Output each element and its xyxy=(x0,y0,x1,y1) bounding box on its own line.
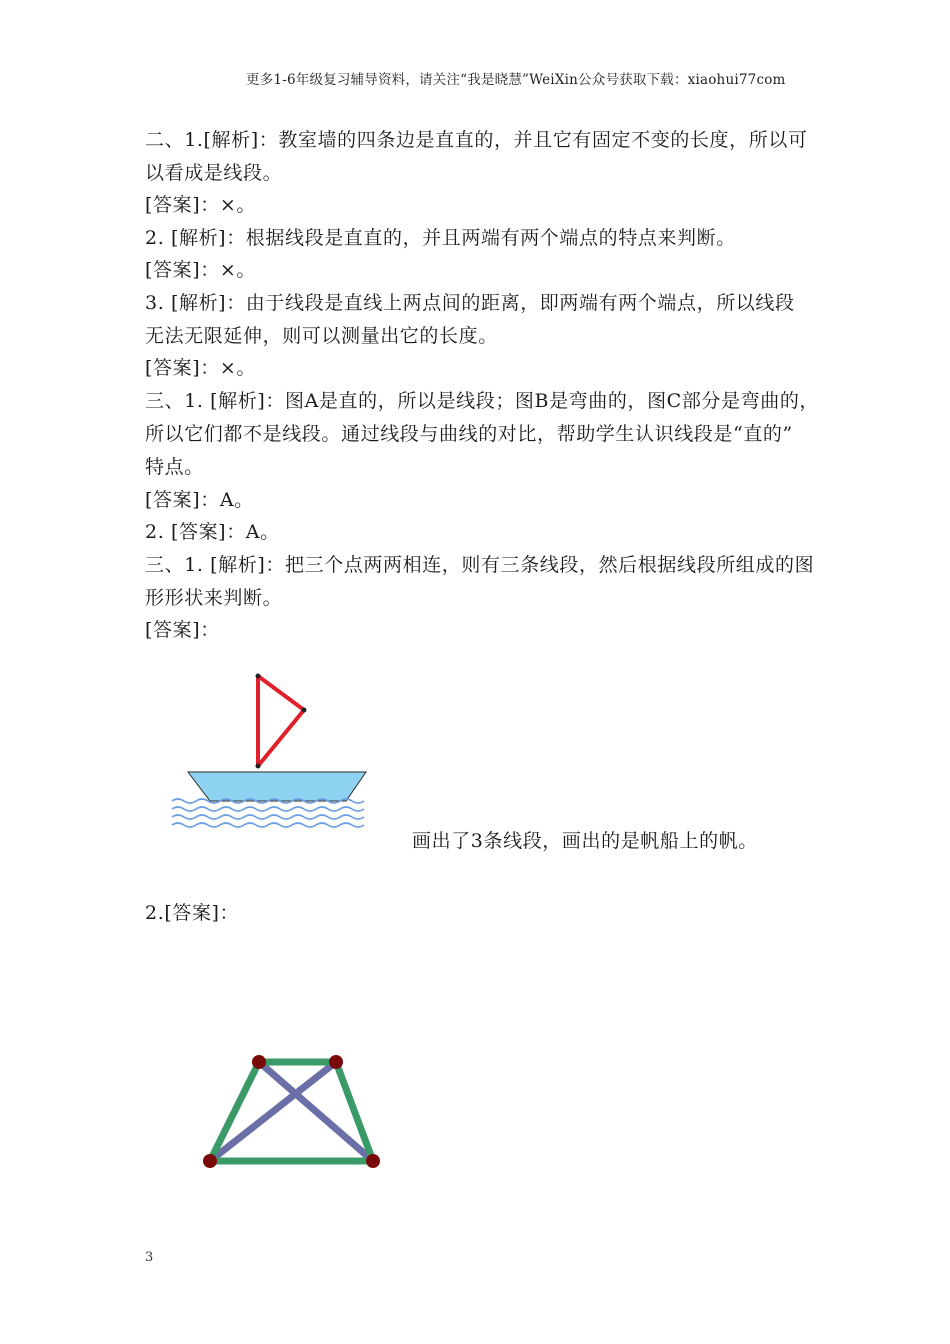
trapezoid-drawing xyxy=(198,1048,388,1174)
text-line: 2. [答案]：A。 xyxy=(145,521,280,543)
answer-2-label: 2.[答案]： xyxy=(145,902,240,924)
text-line: 2. [解析]：根据线段是直直的，并且两端有两个端点的特点来判断。 xyxy=(145,227,736,249)
text-line: [答案]：A。 xyxy=(145,489,254,511)
text-line: 3. [解析]：由于线段是直线上两点间的距离，即两端有两个端点，所以线段 xyxy=(145,292,795,314)
trapezoid-figure xyxy=(198,1048,388,1174)
page-header: 更多1-6年级复习辅导资料，请关注“我是晓慧”WeiXin公众号获取下载：xiaohui77com xyxy=(246,72,786,88)
text-line: 形形状来判断。 xyxy=(145,587,283,609)
page-number: 3 xyxy=(145,1250,154,1265)
vertex-point xyxy=(252,1055,266,1069)
sail-triangle xyxy=(258,676,304,766)
text-line: 特点。 xyxy=(145,456,204,478)
text-line: 三、1. [解析]：图A是直的，所以是线段；图B是弯曲的，图C部分是弯曲的， xyxy=(145,390,820,412)
sail-point xyxy=(256,674,261,679)
text-line: 三、1. [解析]：把三个点两两相连，则有三条线段，然后根据线段所组成的图 xyxy=(145,554,815,576)
text-line: 无法无限延伸，则可以测量出它的长度。 xyxy=(145,325,498,347)
vertex-point xyxy=(329,1055,343,1069)
vertex-point xyxy=(366,1154,380,1168)
text-line: [答案]：×。 xyxy=(145,194,256,216)
water-waves xyxy=(172,799,364,827)
figure-caption: 画出了3条线段，画出的是帆船上的帆。 xyxy=(412,830,758,852)
text-line: [答案]：×。 xyxy=(145,259,256,281)
sailboat-drawing xyxy=(168,668,370,830)
vertex-point xyxy=(203,1154,217,1168)
text-line: 以看成是线段。 xyxy=(145,162,283,184)
text-line: [答案]：×。 xyxy=(145,357,256,379)
sail-point xyxy=(302,708,307,713)
text-line: [答案]： xyxy=(145,619,220,641)
sailboat-figure xyxy=(168,668,370,830)
text-line: 二、1.[解析]：教室墙的四条边是直直的，并且它有固定不变的长度，所以可 xyxy=(145,129,808,151)
text-line: 所以它们都不是线段。通过线段与曲线的对比，帮助学生认识线段是“直的” xyxy=(145,423,793,445)
boat-hull xyxy=(188,772,366,801)
sail-point xyxy=(256,764,261,769)
